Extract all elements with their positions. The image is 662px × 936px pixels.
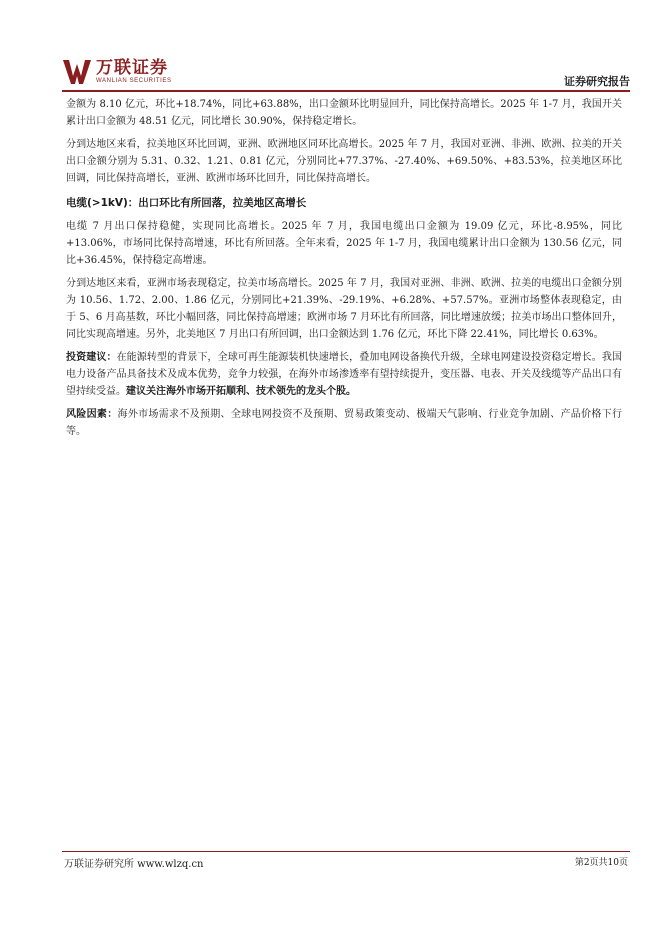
footer-divider xyxy=(62,851,630,852)
page-number: 第2页共10页 xyxy=(574,858,628,868)
risk-factors-label: 风险因素： xyxy=(66,409,118,420)
footer-institute: 万联证券研究所 www.wlzq.cn xyxy=(64,859,204,870)
wanlian-logo-icon xyxy=(62,58,92,86)
investment-advice-label: 投资建议： xyxy=(66,352,117,363)
page-header xyxy=(62,58,630,92)
paragraph-cable-export-total: 电缆 7 月出口保持稳健，实现同比高增长。2025 年 7 月，我国电缆出口金额为 19.09 亿元，环比-8.95%，同比+13.06%，市场同比保持高增速，环比有所回落。全年来看，2025 年 1-7 月，我国电缆累计出口金额为 130.56 亿元，同比+36.45%，保持稳定高增速。 xyxy=(66,221,622,266)
investment-advice-recommendation: 建议关注海外市场开拓顺利、技术领先的龙头个股。 xyxy=(126,386,356,397)
investment-advice-text: 在能源转型的背景下，全球可再生能源装机快速增长，叠加电网设备换代升级，全球电网建设投资稳定增长。我国电力设备产品具备技术及成本优势，竞争力较强，在海外市场渗透率有望持续提升，变压器、电表、开关及线缆等产品出口有望持续受益。 xyxy=(66,352,623,397)
paragraph-switch-export-total: 金额为 8.10 亿元，环比+18.74%，同比+63.88%，出口金额环比明显回升，同比保持高增长。2025 年 1-7 月，我国开关累计出口金额为 48.51 亿元，同比增长 30.90%，保持稳定增长。 xyxy=(66,99,622,127)
section-heading-cable: 电缆(>1kV)：出口环比有所回落，拉美地区高增长 xyxy=(66,197,307,209)
paragraph-switch-by-region: 分到达地区来看，拉美地区环比回调，亚洲、欧洲地区同环比高增长。2025 年 7 月，我国对亚洲、非洲、欧洲、拉美的开关出口金额分别为 5.31、0.32、1.21、0.81 亿元，分别同比+77.37%、-27.40%、+69.50%、+83.53%，拉美地区环比回调，同比保持高增长，亚洲、欧洲市场环比回升，同比保持高增长。 xyxy=(66,139,622,184)
company-logo xyxy=(62,58,172,88)
logo-chinese-name: 万联证券 xyxy=(96,58,168,78)
paragraph-risk-factors xyxy=(66,406,622,440)
paragraph-investment-advice xyxy=(66,349,622,400)
logo-english-name: WANLIAN SECURITIES xyxy=(96,78,172,84)
report-type-label: 证券研究报告 xyxy=(564,75,630,88)
header-divider xyxy=(62,90,630,92)
risk-factors-text: 海外市场需求不及预期、全球电网投资不及预期、贸易政策变动、极端天气影响、行业竞争加剧、产品价格下行等。 xyxy=(66,409,623,437)
paragraph-cable-by-region: 分到达地区来看，亚洲市场表现稳定，拉美市场高增长。2025 年 7 月，我国对亚洲、非洲、欧洲、拉美的电缆出口金额分别为 10.56、1.72、2.00、1.86 亿元，分别同比+21.39%、-29.19%、+6.28%、+57.57%。亚洲市场整体表现稳定，由于 5、6 月高基数，环比小幅回落，同比保持高增速；欧洲市场 7 月环比有所回落，同比增速放缓；拉美市场出口整体回升，同比实现高增速。另外，北美地区 7 月出口有所回调，出口金额达到 1.76 亿元，环比下降 22.41%，同比增长 0.63%。 xyxy=(66,278,622,340)
main-content xyxy=(66,96,622,446)
